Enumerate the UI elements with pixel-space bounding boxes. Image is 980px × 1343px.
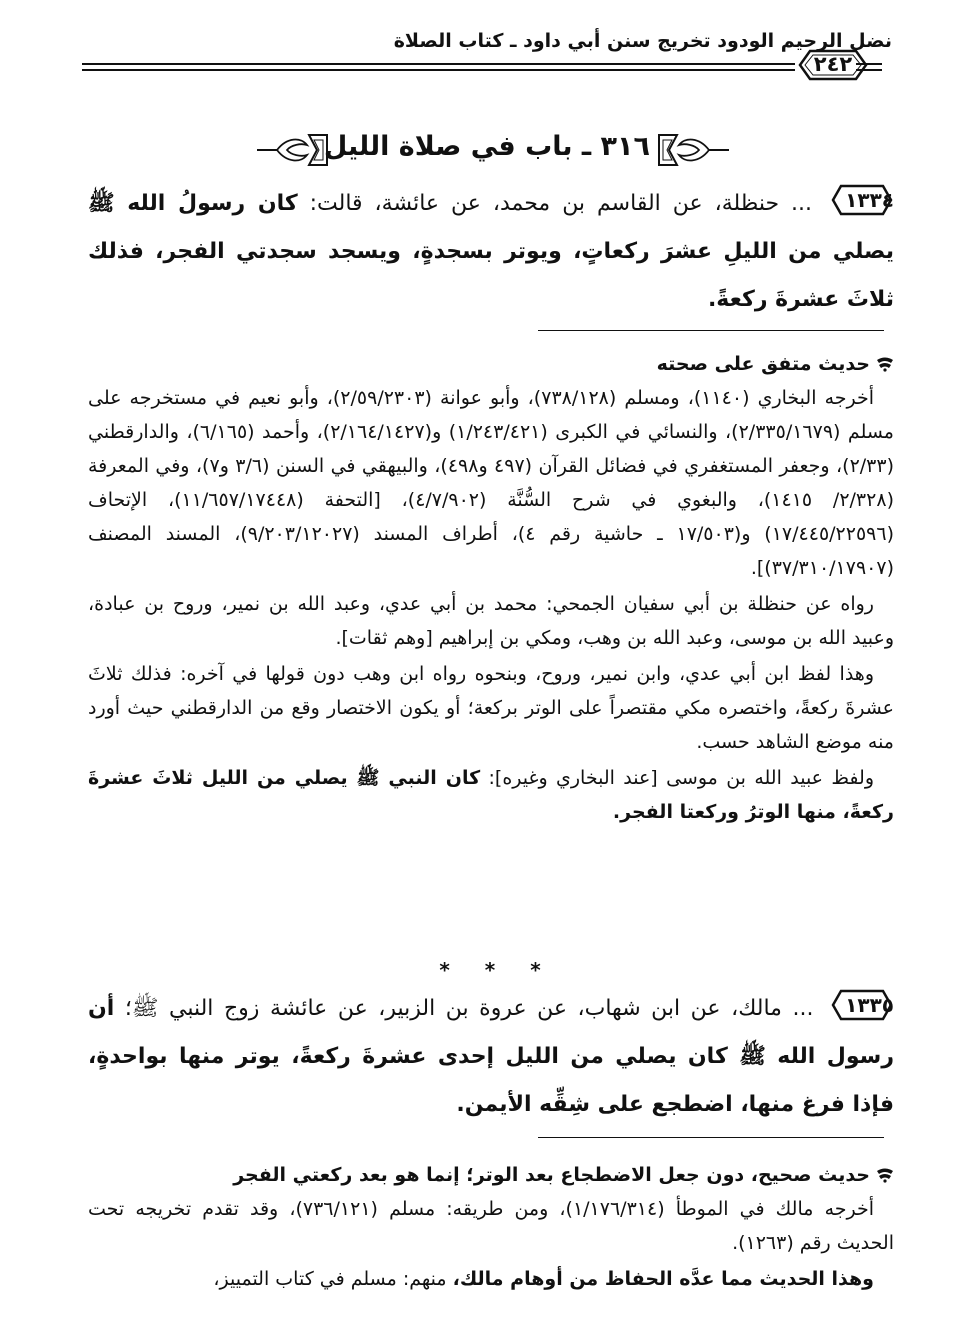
section-rule — [538, 330, 884, 331]
page-number-frame — [796, 45, 870, 85]
takhrij-text: أخرجه البخاري (١١٤٠)، ومسلم (٧٣٨/١٢٨)، وأبو عوانة (٢/٥٩/٢٣٠٣)، وأبو نعيم في مستخرجه على مسلم (٢/٣٣٥/١٦٧٩)، والنسائي في الكبرى (١/٢٤٣/٤٢١) و(٢/١٦٤/١٤٢٧)، وأحمد (٦/١٦٥)، والدارقطني (٢/٣٣)، وجعفر المستغفري في فضائل القرآن (٤٩٧ و٤٩٨)، والبيهقي في السنن (٣/٦ و٧)، وفي المعرفة (٢/٣٢٨/ ١٤١٥)، والبغوي في شرح السُّنَّة (٤/٧/٩٠٢)، [التحفة (١١/٦٥٧/١٧٤٤٨)، الإتحاف (١٧/٤٤٥/٢٢٥٩٦) و(١٧/٥٠٣ ـ حاشية رقم ٤)، أطراف المسند (٩/٢٠٣/١٢٠٢٧)، المسند المصنف (٣٧/٣١٠/١٧٩٠٧)]. — [88, 387, 895, 579]
section-separator-stars: * * * — [439, 958, 541, 982]
critique-lead: وهذا الحديث مما عدَّه الحفاظ من أوهام مالك، — [452, 1268, 874, 1290]
hadith-grade-line — [88, 347, 894, 381]
narrators-paragraph — [88, 587, 894, 655]
takhrij-paragraph — [88, 381, 894, 585]
grade-bullet-icon — [876, 1167, 894, 1183]
chapter-title: ٣١٦ ـ باب في صلاة الليل — [323, 131, 650, 162]
hadith-1335 — [88, 985, 894, 1129]
wording-paragraph — [88, 657, 894, 759]
grade-bullet-icon — [876, 356, 894, 372]
variant-paragraph — [88, 761, 894, 829]
takhrij-text: أخرجه مالك في الموطأ (١/١٧٦/٣١٤)، ومن طريقه: مسلم (٧٣٦/١٢١)، وقد تقدم تخريجه تحت الحديث رقم (١٢٦٣). — [88, 1198, 894, 1254]
hadith-chain: ... حنظلة، عن القاسم بن محمد، عن عائشة، قالت: — [309, 191, 813, 216]
hadith-chain: ... مالك، عن ابن شهاب، عن عروة بن الزبير، عن عائشة زوج النبي ﷺ؛ — [124, 996, 814, 1021]
critique-paragraph — [88, 1262, 894, 1296]
hadith-grade: حديث صحيح، دون جعل الاضطجاع بعد الوتر؛ إنما هو بعد ركعتي الفجر — [233, 1164, 870, 1186]
hadith-number: ١٣٣٥ — [845, 993, 894, 1017]
commentary-1335 — [88, 1158, 894, 1296]
hadith-number: ١٣٣٤ — [845, 188, 894, 212]
takhrij-paragraph — [88, 1192, 894, 1260]
header-rule — [82, 63, 795, 65]
header-rule — [82, 69, 795, 71]
hadith-grade: حديث متفق على صحته — [656, 353, 870, 375]
hadith-grade-line — [88, 1158, 894, 1192]
hadith-1334 — [88, 180, 894, 324]
critique-text: منهم: مسلم في كتاب التمييز، — [213, 1268, 447, 1290]
commentary-1334 — [88, 347, 894, 829]
variant-matn: كان النبي ﷺ يصلي من الليل ثلاثَ عشرةَ ركعةً، منها الوترُ وركعتا الفجر. — [88, 767, 894, 823]
page-number: ٢٤٢ — [813, 52, 853, 76]
narrators-text: رواه عن حنظلة بن أبي سفيان الجمحي: محمد بن أبي عدي، وعبد الله بن نمير، وروح بن عبادة، وعبيد الله بن موسى، وعبد الله بن وهب، ومكي بن إبراهيم [وهم ثقات]. — [88, 593, 894, 649]
running-title: نضل الرحيم الودود تخريج سنن أبي داود ـ كتاب الصلاة — [393, 30, 892, 52]
heading-ornament-right-icon — [657, 131, 729, 169]
hadith-matn: أن رسول الله ﷺ كان يصلي من الليل إحدى عشرةَ ركعةً، يوتر منها بواحدةٍ، فإذا فرغ منها، اضطجع على شِقِّه الأيمن. — [88, 996, 894, 1117]
hadith-number-badge — [830, 183, 894, 217]
hadith-matn: كان رسولُ الله ﷺ يصلي من الليلِ عشرَ ركعاتٍ، ويوتر بسجدةٍ، ويسجد سجدتي الفجر، فذلك ثلاثَ عشرةَ ركعةً. — [88, 191, 894, 312]
variant-lead: ولفظ عبيد الله بن موسى [عند البخاري وغيره]: — [488, 767, 874, 789]
wording-text: وهذا لفظ ابن أبي عدي، وابن نمير، وروح، وبنحوه رواه ابن وهب دون قولها في آخره: فذلك ثلاثَ عشرةَ ركعةً، واختصره مكي مقتصراً على الوتر بركعة؛ أو يكون الاختصار وقع من الدارقطني حيث أورد منه موضع الشاهد حسب. — [88, 663, 894, 753]
hadith-number-badge — [830, 988, 894, 1022]
section-rule — [538, 1137, 884, 1138]
chapter-heading — [0, 125, 980, 179]
heading-ornament-left-icon — [257, 131, 329, 169]
